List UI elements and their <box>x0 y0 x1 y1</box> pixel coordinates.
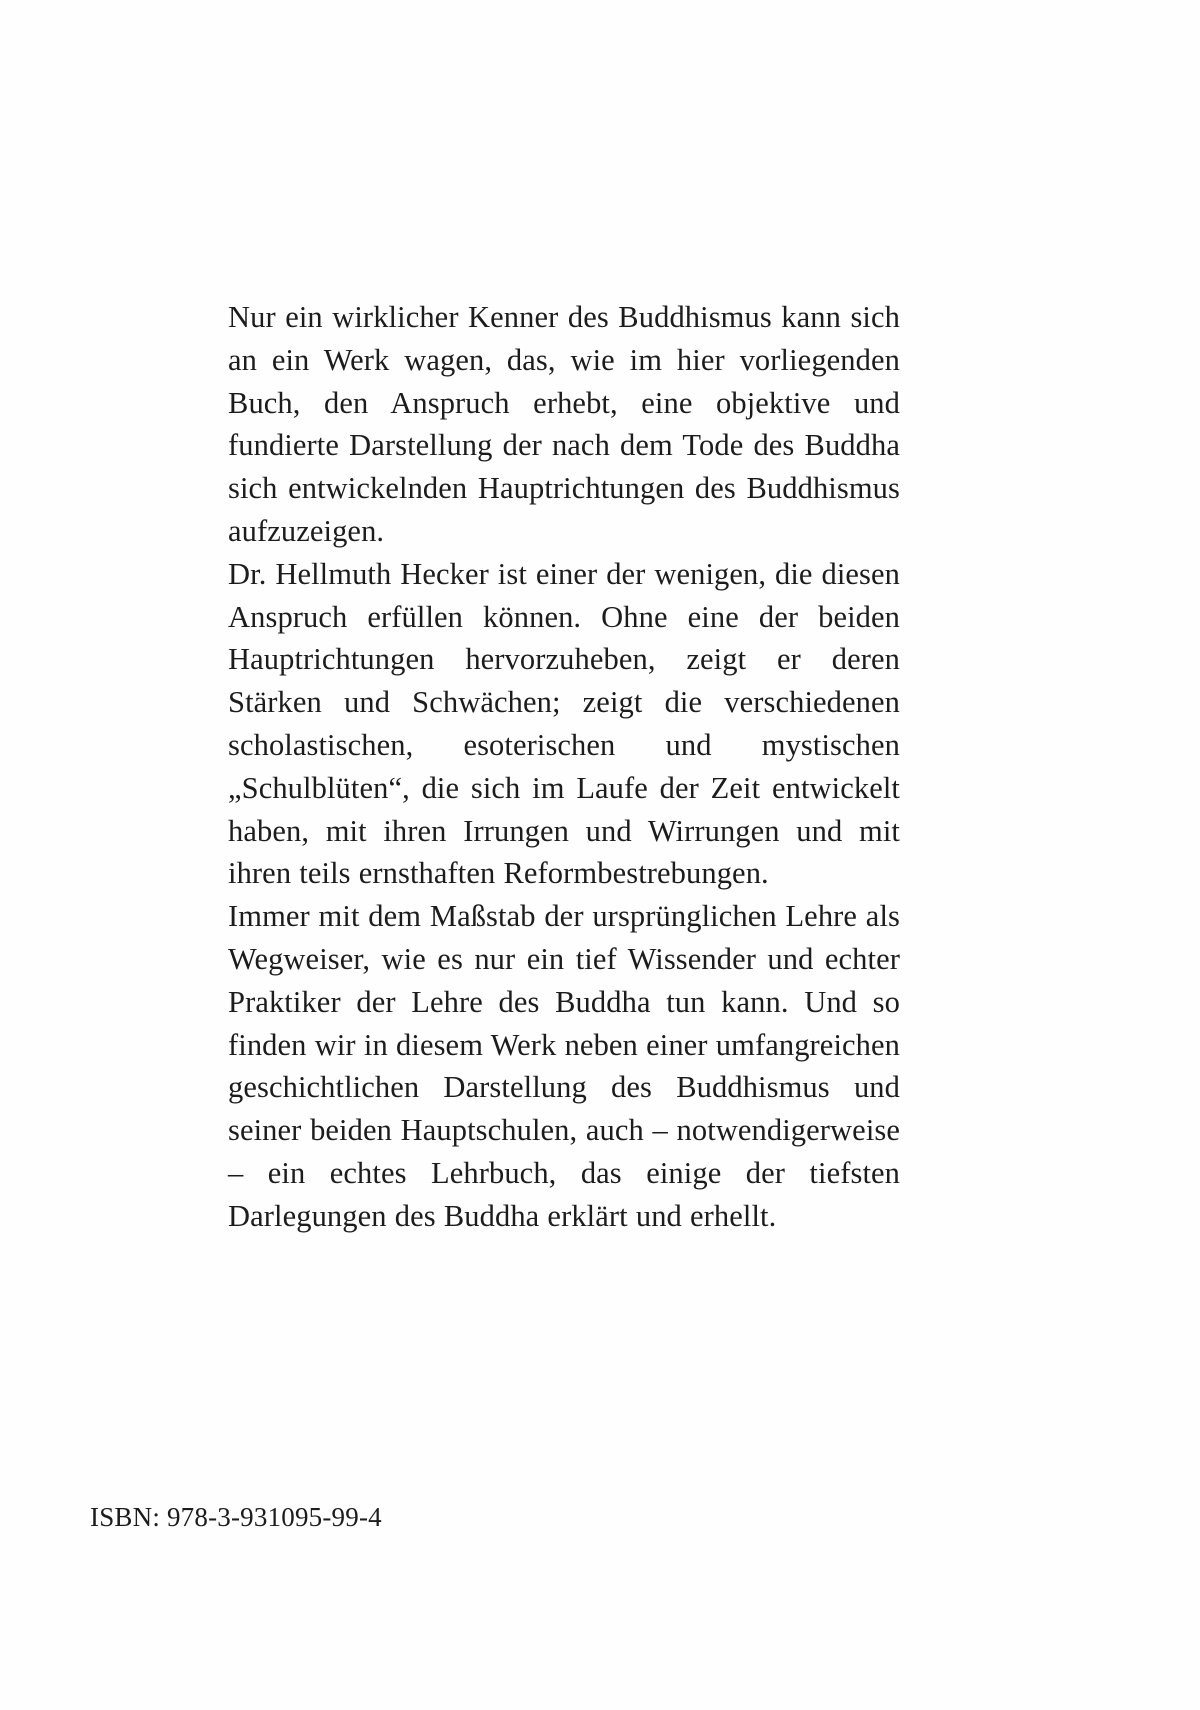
blurb-paragraph-1: Nur ein wirklicher Kenner des Buddhismus kann sich an ein Werk wagen, das, wie im hier vorliegenden Buch, den Anspruch erhebt, eine objektive und fundierte Darstellung der nach dem Tode des Buddha sich entwickelnden Hauptrichtungen des Buddhismus aufzuzeigen. <box>228 300 900 548</box>
isbn-text: ISBN: 978-3-931095-99-4 <box>90 1502 382 1532</box>
blurb-text-block <box>228 296 900 1238</box>
blurb-paragraph-3: Immer mit dem Maßstab der ursprünglichen Lehre als Wegweiser, wie es nur ein tief Wissender und echter Praktiker der Lehre des Buddha tun kann. Und so finden wir in diesem Werk neben einer umfangreichen geschichtlichen Darstellung des Buddhismus und seiner beiden Hauptschulen, auch – notwendigerweise – ein echtes Lehrbuch, das einige der tiefsten Darlegungen des Buddha erklärt und erhellt. <box>228 899 900 1233</box>
blurb-paragraph-2: Dr. Hellmuth Hecker ist einer der wenigen, die diesen Anspruch erfüllen können. Ohne eine der beiden Hauptrichtungen hervorzuheben, zeigt er deren Stärken und Schwächen; zeigt die verschiedenen scholastischen, esoterischen und mystischen „Schulblüten“, die sich im Laufe der Zeit entwickelt haben, mit ihren Irrungen und Wirrungen und mit ihren teils ernsthaften Reformbestrebungen. <box>228 556 900 891</box>
